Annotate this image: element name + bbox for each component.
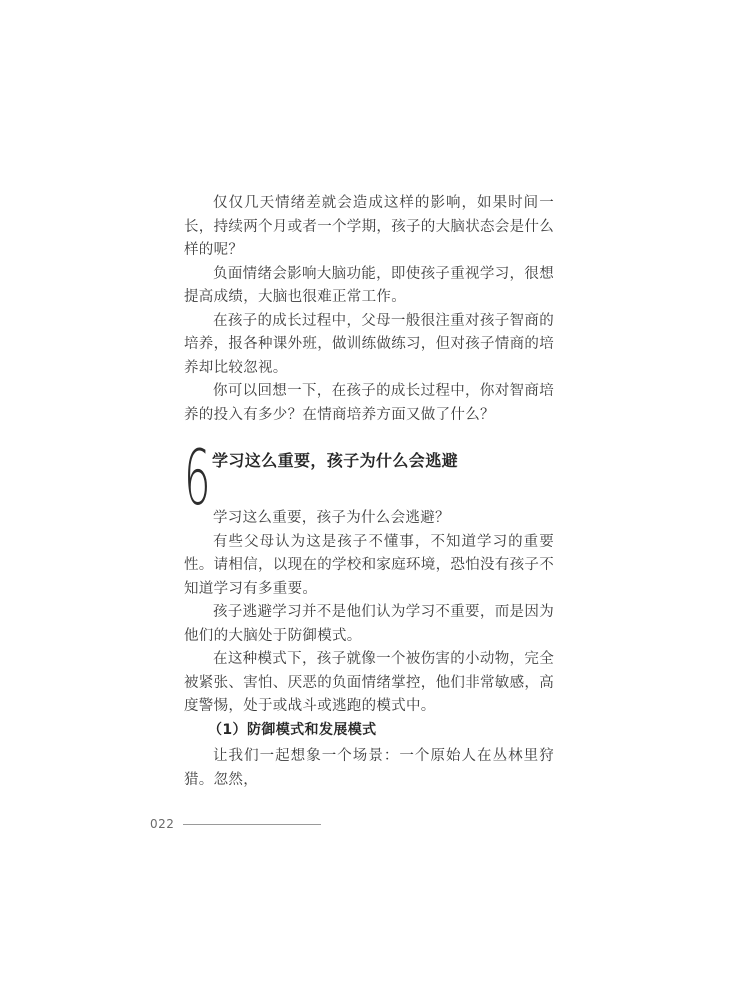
top-text-block	[184, 192, 554, 427]
paragraph: 孩子逃避学习并不是他们认为学习不重要，而是因为他们的大脑处于防御模式。	[184, 604, 554, 644]
subsection-text-block	[184, 745, 554, 792]
paragraph: 在这种模式下，孩子就像一个被伤害的小动物，完全被紧张、害怕、厌恶的负面情绪掌控，他们非常敏感，高度警惕，处于或战斗或逃跑的模式中。	[184, 651, 554, 714]
footer-rule	[183, 824, 321, 825]
section-title: 学习这么重要，孩子为什么会逃避	[212, 451, 459, 470]
page-number: 022	[150, 817, 175, 831]
paragraph: 你可以回想一下，在孩子的成长过程中，你对智商培养的投入有多少？在情商培养方面又做了什么？	[184, 383, 554, 423]
page-footer	[150, 817, 321, 831]
section-number: 6	[184, 433, 210, 522]
paragraph: 在孩子的成长过程中，父母一般很注重对孩子智商的培养，报各种课外班，做训练做练习，但对孩子情商的培养却比较忽视。	[184, 312, 554, 376]
paragraph: 仅仅几天情绪差就会造成这样的影响，如果时间一长，持续两个月或者一个学期，孩子的大脑状态会是什么样的呢？	[184, 195, 554, 258]
paragraph: 学习这么重要，孩子为什么会逃避？	[213, 510, 450, 526]
section-text-block	[184, 507, 554, 719]
paragraph: 负面情绪会影响大脑功能，即使孩子重视学习，很想提高成绩，大脑也很难正常工作。	[184, 265, 554, 305]
subsection-heading: （1）防御模式和发展模式	[208, 722, 377, 738]
paragraph: 有些父母认为这是孩子不懂事，不知道学习的重要性。请相信，以现在的学校和家庭环境，恐怕没有孩子不知道学习有多重要。	[184, 533, 554, 597]
paragraph: 让我们一起想象一个场景：一个原始人在丛林里狩猎。忽然，	[184, 748, 554, 788]
